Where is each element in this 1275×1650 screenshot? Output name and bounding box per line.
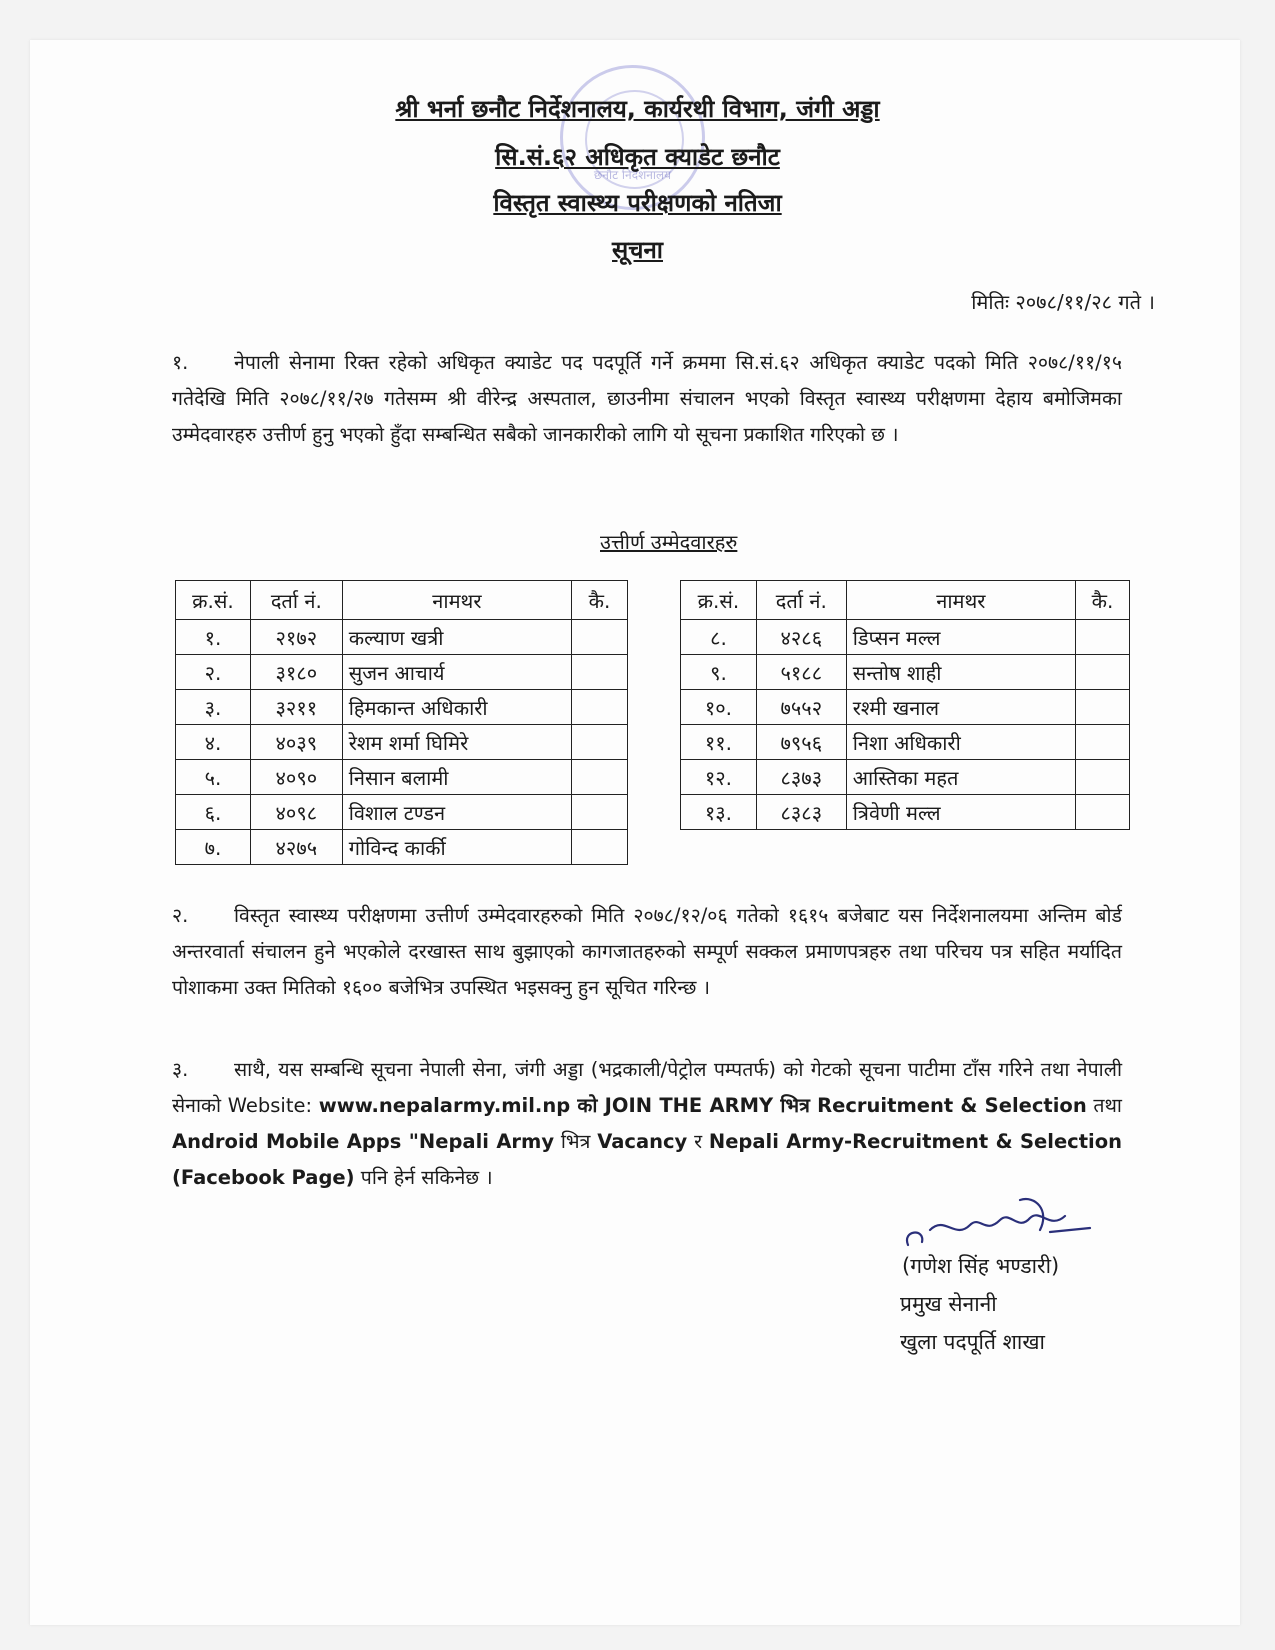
candidates-table-right [680, 580, 1130, 830]
cell-serial: ११. [681, 725, 757, 760]
table-row [176, 830, 628, 865]
paragraph-text: र [687, 1130, 709, 1153]
cell-remarks [572, 760, 628, 795]
paragraph-2 [172, 898, 1122, 1006]
paragraph-text: भित्र [554, 1130, 598, 1153]
paragraph-number: १. [172, 351, 189, 374]
table-row [681, 655, 1130, 690]
facebook-page-text: Nepali Army-Recruitment & Selection (Facebook Page) [172, 1130, 1123, 1189]
table-row [681, 725, 1130, 760]
cell-remarks [572, 830, 628, 865]
cell-name: गोविन्द कार्की [342, 830, 571, 865]
signatory-office: खुला पदपूर्ति शाखा [900, 1330, 1045, 1354]
cell-remarks [1076, 760, 1130, 795]
cell-serial: ९. [681, 655, 757, 690]
signatory-rank: प्रमुख सेनानी [900, 1292, 997, 1316]
cell-reg-no: ८३८३ [756, 795, 846, 830]
cell-reg-no: ३२११ [250, 690, 342, 725]
table-header-row [176, 581, 628, 620]
signatory-name: (गणेश सिंह भण्डारी) [902, 1254, 1060, 1278]
header-result: विस्तृत स्वास्थ्य परीक्षणको नतिजा [493, 189, 782, 217]
cell-name: रश्मी खनाल [846, 690, 1075, 725]
table-row [681, 760, 1130, 795]
table-row [681, 690, 1130, 725]
cell-name: रेशम शर्मा घिमिरे [342, 725, 571, 760]
website-link-text: www.nepalarmy.mil.np को JOIN THE ARMY भित्र Recruitment & Selection [318, 1094, 1087, 1117]
cell-serial: ७. [176, 830, 251, 865]
cell-remarks [572, 655, 628, 690]
header-recruitment: सि.सं.६२ अधिकृत क्याडेट छनौट [495, 143, 780, 171]
cell-remarks [1076, 690, 1130, 725]
cell-name: सन्तोष शाही [846, 655, 1075, 690]
cell-name: डिप्सन मल्ल [846, 620, 1075, 655]
cell-serial: १२. [681, 760, 757, 795]
paragraph-number: ३. [172, 1058, 189, 1081]
table-row [176, 760, 628, 795]
col-serial: क्र.सं. [681, 581, 757, 620]
paragraph-3 [172, 1052, 1122, 1196]
cell-serial: ६. [176, 795, 251, 830]
paragraph-text: तथा [1086, 1094, 1122, 1117]
cell-remarks [572, 620, 628, 655]
cell-name: विशाल टण्डन [342, 795, 571, 830]
table-row [681, 620, 1130, 655]
seal-text: छनौट निर्देशनालय [593, 168, 672, 182]
cell-name: सुजन आचार्य [342, 655, 571, 690]
col-reg-no: दर्ता नं. [756, 581, 846, 620]
cell-name: हिमकान्त अधिकारी [342, 690, 571, 725]
cell-name: निशा अधिकारी [846, 725, 1075, 760]
table-row [176, 725, 628, 760]
cell-remarks [1076, 620, 1130, 655]
cell-remarks [1076, 655, 1130, 690]
header-office: श्री भर्ना छनौट निर्देशनालय, कार्यरथी विभाग, जंगी अड्डा [395, 95, 880, 123]
col-remarks: कै. [572, 581, 628, 620]
vacancy-text: Vacancy [597, 1130, 688, 1153]
col-name: नामथर [342, 581, 571, 620]
cell-reg-no: ७५५२ [756, 690, 846, 725]
cell-serial: १३. [681, 795, 757, 830]
cell-name: कल्याण खत्री [342, 620, 571, 655]
paragraph-number: २. [172, 904, 189, 927]
cell-name: निसान बलामी [342, 760, 571, 795]
paragraph-text: पनि हेर्न सकिनेछ । [354, 1166, 493, 1189]
cell-serial: ३. [176, 690, 251, 725]
paragraph-text: विस्तृत स्वास्थ्य परीक्षणमा उत्तीर्ण उम्मेदवारहरुको मिति २०७८/१२/०६ गतेको १६१५ बजेबाट यस निर्देशनालयमा अन्तिम बोर्ड अन्तरवार्ता संचालन हुने भएकोले दरखास्त साथ बुझाएको कागजातहरुको सम्पूर्ण सक्कल प्रमाणपत्रहरु तथा परिचय पत्र सहित मर्यादित पोशाकमा उक्त मितिको १६०० बजेभित्र उपस्थित भइसक्नु हुन सूचित गरिन्छ । [172, 904, 1122, 999]
table-row [176, 620, 628, 655]
cell-serial: ५. [176, 760, 251, 795]
cell-remarks [572, 795, 628, 830]
cell-serial: २. [176, 655, 251, 690]
mobile-app-text: Android Mobile Apps "Nepali Army [172, 1130, 555, 1153]
cell-reg-no: ४२७५ [250, 830, 342, 865]
col-name: नामथर [846, 581, 1075, 620]
candidates-table-left [175, 580, 628, 865]
cell-reg-no: ४०३९ [250, 725, 342, 760]
cell-serial: १०. [681, 690, 757, 725]
cell-remarks [1076, 725, 1130, 760]
passed-candidates-heading: उत्तीर्ण उम्मेदवारहरु [600, 530, 738, 554]
paragraph-text: साथै, यस सम्बन्धि सूचना नेपाली सेना, जंगी अड्डा (भद्रकाली/पेट्रोल पम्पतर्फ) को गेटको सूचना पाटीमा टाँस गरिने तथा नेपाली सेनाको Website: [172, 1058, 1123, 1117]
col-serial: क्र.सं. [176, 581, 251, 620]
notice-date: मितिः २०७८/११/२८ गते । [971, 290, 1155, 314]
cell-reg-no: ३१८० [250, 655, 342, 690]
paragraph-text: नेपाली सेनामा रिक्त रहेको अधिकृत क्याडेट पद पदपूर्ति गर्ने क्रममा सि.सं.६२ अधिकृत क्याडेट पदको मिति २०७८/११/१५ गतेदेखि मिति २०७८/११/२७ गतेसम्म श्री वीरेन्द्र अस्पताल, छाउनीमा संचालन भएको विस्तृत स्वास्थ्य परीक्षणमा देहाय बमोजिमका उम्मेदवारहरु उत्तीर्ण हुनु भएको हुँदा सम्बन्धित सबैको जानकारीको लागि यो सूचना प्रकाशित गरिएको छ । [172, 351, 1122, 446]
header-notice: सूचना [612, 236, 663, 264]
cell-reg-no: २१७२ [250, 620, 342, 655]
col-reg-no: दर्ता नं. [250, 581, 342, 620]
cell-name: त्रिवेणी मल्ल [846, 795, 1075, 830]
col-remarks: कै. [1076, 581, 1130, 620]
table-row [176, 795, 628, 830]
handwritten-signature [900, 1190, 1100, 1260]
paragraph-1 [172, 345, 1122, 453]
cell-reg-no: ७९५६ [756, 725, 846, 760]
table-row [681, 795, 1130, 830]
table-header-row [681, 581, 1130, 620]
cell-reg-no: ४०९० [250, 760, 342, 795]
cell-reg-no: ४२८६ [756, 620, 846, 655]
cell-name: आस्तिका महत [846, 760, 1075, 795]
cell-serial: ४. [176, 725, 251, 760]
cell-reg-no: ८३७३ [756, 760, 846, 795]
cell-remarks [572, 725, 628, 760]
cell-remarks [572, 690, 628, 725]
cell-serial: १. [176, 620, 251, 655]
cell-reg-no: ४०९८ [250, 795, 342, 830]
table-row [176, 690, 628, 725]
cell-serial: ८. [681, 620, 757, 655]
table-row [176, 655, 628, 690]
cell-remarks [1076, 795, 1130, 830]
cell-reg-no: ५१८८ [756, 655, 846, 690]
